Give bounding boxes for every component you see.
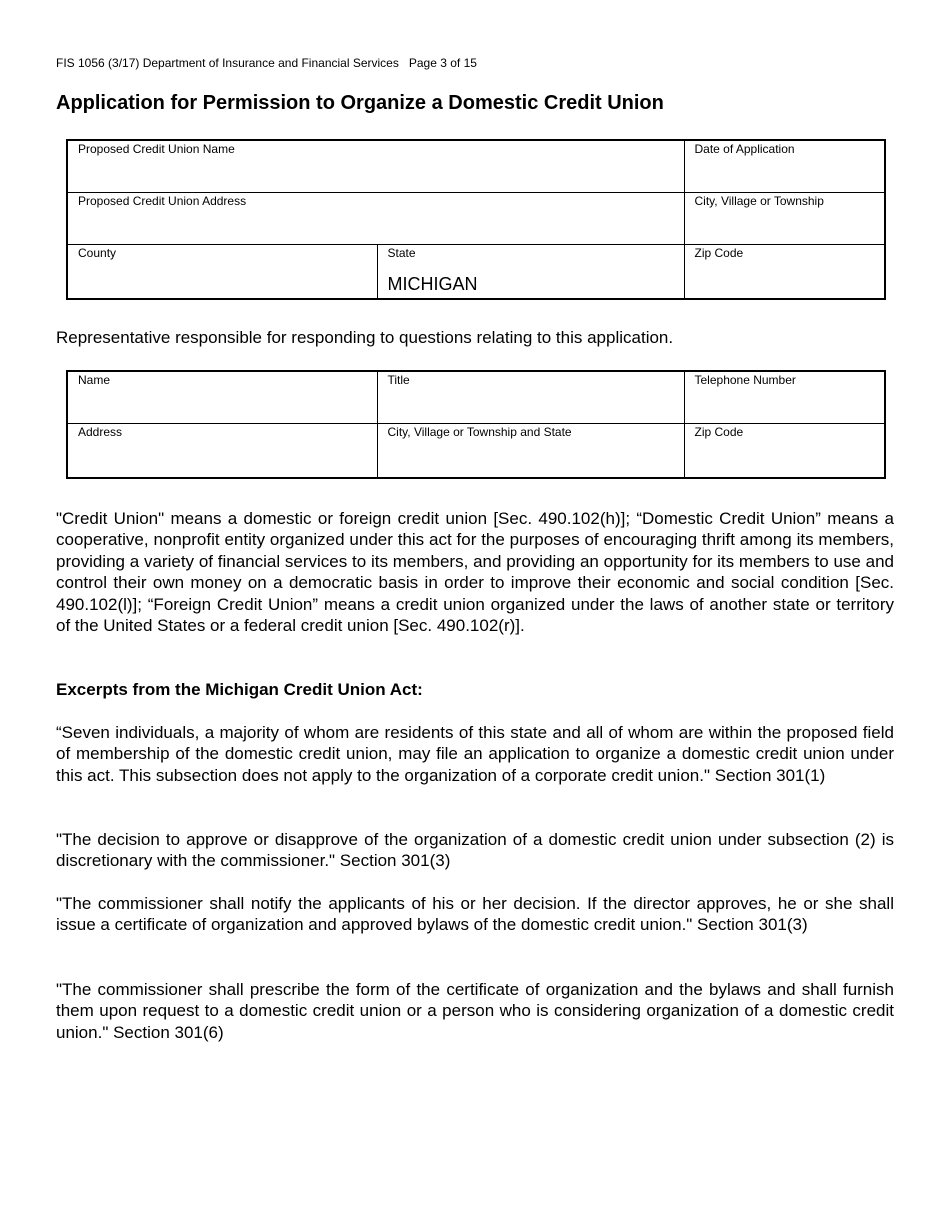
county-cell (67, 244, 377, 299)
credit-union-address-label: Proposed Credit Union Address (78, 193, 247, 208)
rep-zip-code-label: Zip Code (694, 424, 744, 439)
form-id: FIS 1056 (3/17) Department of Insurance and Financial Services (56, 56, 399, 70)
page-header (56, 56, 477, 70)
rep-zip-code-cell (684, 423, 885, 478)
rep-title-cell (377, 371, 684, 423)
rep-city-state-input[interactable] (384, 451, 678, 473)
city-cell (684, 192, 885, 244)
rep-city-state-cell (377, 423, 684, 478)
representative-note: Representative responsible for responding to questions relating to this application. (56, 328, 674, 347)
rep-name-label: Name (78, 373, 111, 387)
rep-address-input[interactable] (74, 451, 371, 473)
rep-phone-label: Telephone Number (694, 373, 796, 387)
credit-union-address-input[interactable] (74, 218, 678, 240)
rep-title-input[interactable] (384, 397, 678, 419)
excerpts-heading: Excerpts from the Michigan Credit Union Act: (56, 680, 423, 699)
rep-address-label: Address (78, 424, 123, 439)
rep-name-cell (67, 371, 377, 423)
zip-code-label: Zip Code (694, 245, 744, 260)
page-title: Application for Permission to Organize a Domestic Credit Union (56, 92, 664, 114)
credit-union-name-cell (67, 140, 684, 192)
definition-paragraph: "Credit Union" means a domestic or foreign credit union [Sec. 490.102(h)]; “Domestic Credit Union” means a cooperative, nonprofit entity organized under this act for the purposes of encouraging thrift among its members, providing a variety of financial services to its members, and providing an opportunity for its members to use and control their own money on a democratic basis in order to improve their economic and social condition [Sec. 490.102(l)]; “Foreign Credit Union” means a credit union organized under the laws of another state or territory of the United States or a federal credit union [Sec. 490.102(r)]. (56, 509, 894, 636)
county-label: County (78, 245, 117, 260)
credit-union-name-label: Proposed Credit Union Name (78, 142, 235, 156)
rep-address-cell (67, 423, 377, 478)
applicant-info-table (66, 139, 886, 300)
state-label: State (387, 245, 416, 260)
state-cell (377, 244, 684, 299)
city-label: City, Village or Township (694, 193, 824, 208)
zip-code-input[interactable] (691, 272, 879, 294)
representative-info-table (66, 370, 886, 479)
rep-phone-cell (684, 371, 885, 423)
date-of-application-input[interactable] (691, 166, 879, 188)
rep-phone-input[interactable] (691, 397, 879, 419)
page-number: Page 3 of 15 (408, 56, 477, 70)
rep-title-label: Title (387, 373, 410, 387)
excerpt-paragraph: "The decision to approve or disapprove of the organization of a domestic credit union under subsection (2) is discretionary with the commissioner." Section 301(3) (56, 830, 894, 871)
city-input[interactable] (691, 218, 879, 240)
excerpt-paragraph: "The commissioner shall prescribe the form of the certificate of organization and the bylaws and shall furnish them upon request to a domestic credit union or a person who is considering organization of a domestic credit union." Section 301(6) (56, 980, 894, 1042)
rep-city-state-label: City, Village or Township and State (387, 424, 572, 439)
excerpt-paragraph: “Seven individuals, a majority of whom are residents of this state and all of whom are within the proposed field of membership of the domestic credit union, may file an application to organize a domestic credit union under this act. This subsection does not apply to the organization of a corporate credit union." Section 301(1) (56, 723, 894, 785)
state-value: MICHIGAN (387, 273, 478, 294)
date-of-application-cell (684, 140, 885, 192)
credit-union-name-input[interactable] (74, 166, 678, 188)
excerpt-paragraph: "The commissioner shall notify the applicants of his or her decision. If the director approves, he or she shall issue a certificate of organization and approved bylaws of the domestic credit union." Section 301(3) (56, 894, 894, 935)
county-input[interactable] (74, 272, 371, 294)
zip-code-cell (684, 244, 885, 299)
credit-union-address-cell (67, 192, 684, 244)
rep-name-input[interactable] (74, 397, 371, 419)
date-of-application-label: Date of Application (694, 142, 795, 156)
rep-zip-code-input[interactable] (691, 451, 879, 473)
